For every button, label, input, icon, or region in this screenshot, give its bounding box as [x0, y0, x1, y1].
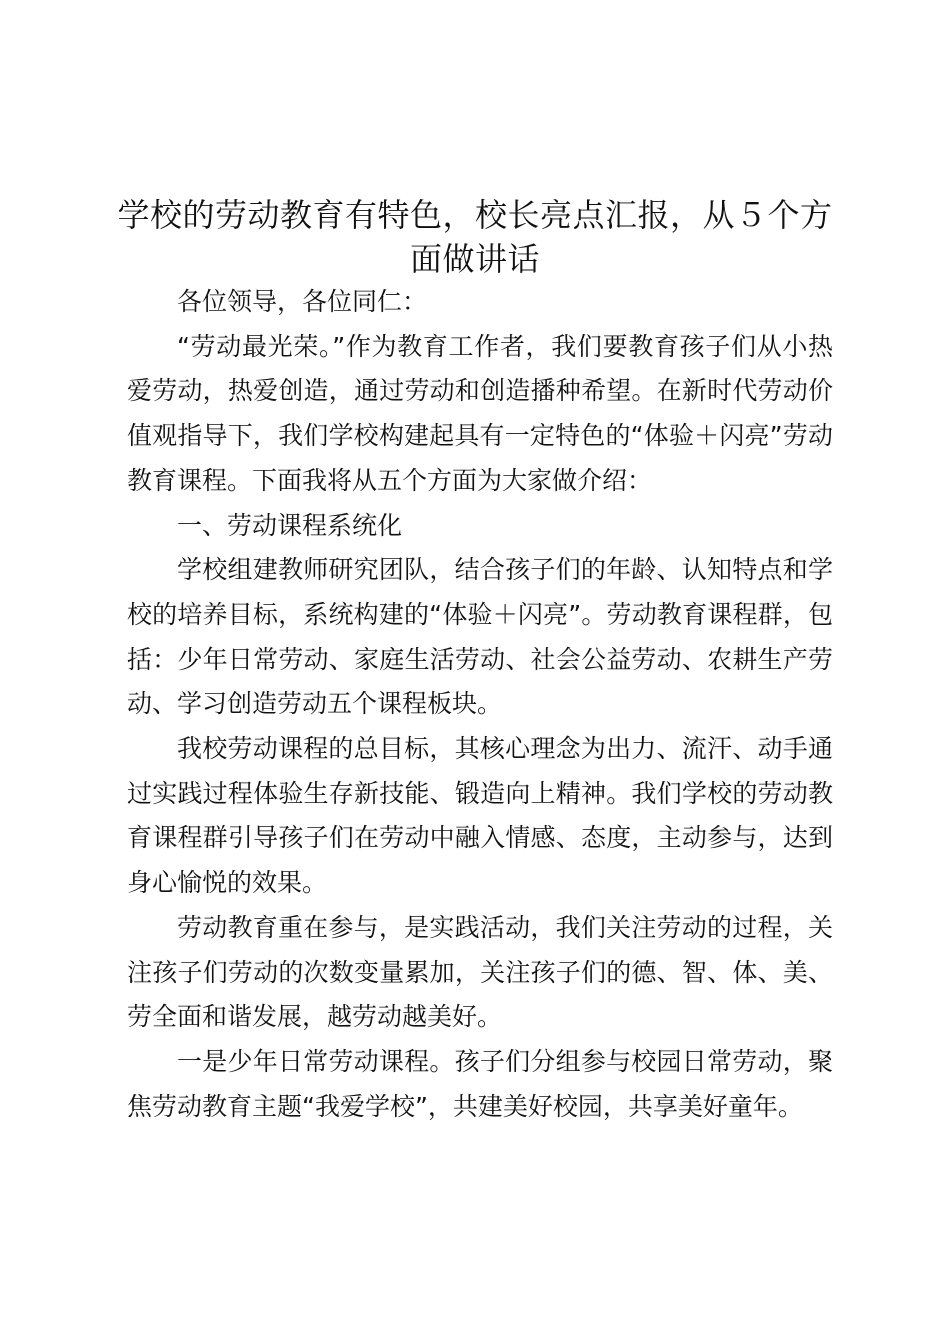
body-paragraph: 我校劳动课程的总目标，其核心理念为出力、流汗、动手通过实践过程体验生存新技能、锻造向上精神。我们学校的劳动教育课程群引导孩子们在劳动中融入情感、态度，主动参与，达到身心愉悦的效果。 — [127, 734, 833, 898]
section-heading: 一、劳动课程系统化 — [177, 510, 403, 540]
intro-paragraph: “劳动最光荣。”作为教育工作者，我们要教育孩子们从小热爱劳动，热爱创造，通过劳动和创造播种希望。在新时代劳动价值观指导下，我们学校构建起具有一定特色的“体验＋闪亮”劳动教育课程。下面我将从五个方面为大家做介绍： — [127, 331, 833, 495]
document-body — [127, 280, 833, 1129]
document-title: 学校的劳动教育有特色，校长亮点汇报，从５个方面做讲话 — [117, 196, 833, 279]
body-paragraph: 学校组建教师研究团队，结合孩子们的年龄、认知特点和学校的培养目标，系统构建的“体验＋闪亮”。劳动教育课程群，包括：少年日常劳动、家庭生活劳动、社会公益劳动、农耕生产劳动、学习创造劳动五个课程板块。 — [127, 555, 833, 719]
body-paragraph: 劳动教育重在参与，是实践活动，我们关注劳动的过程，关注孩子们劳动的次数变量累加，关注孩子们的德、智、体、美、劳全面和谐发展，越劳动越美好。 — [127, 912, 833, 1032]
body-paragraph: 一是少年日常劳动课程。孩子们分组参与校园日常劳动，聚焦劳动教育主题“我爱学校”，共建美好校园，共享美好童年。 — [127, 1046, 833, 1121]
greeting-paragraph: 各位领导，各位同仁： — [177, 287, 428, 316]
